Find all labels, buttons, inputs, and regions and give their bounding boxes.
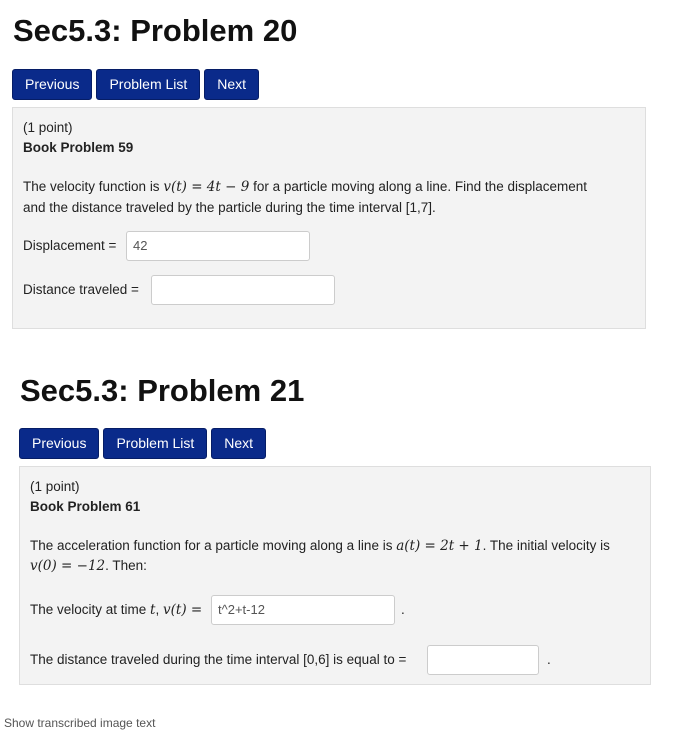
previous-button[interactable]: Previous bbox=[12, 69, 92, 100]
problem-20-title: Sec5.3: Problem 20 bbox=[13, 13, 298, 48]
distance-label: Distance traveled = bbox=[23, 282, 139, 297]
problem-statement-line1 bbox=[23, 179, 587, 195]
problem-21-title: Sec5.3: Problem 21 bbox=[20, 373, 305, 408]
velocity-function-math: v(t) = bbox=[163, 602, 203, 618]
initial-velocity-math: v(0) = −12 bbox=[30, 558, 106, 574]
problem-20-nav bbox=[12, 69, 259, 100]
velocity-suffix: . bbox=[401, 602, 405, 617]
problem-statement-line2: and the distance traveled by the particle during the time interval [1,7]. bbox=[23, 200, 436, 215]
distance-input[interactable] bbox=[151, 275, 335, 305]
problem-list-button[interactable]: Problem List bbox=[96, 69, 200, 100]
problem-statement-line2 bbox=[30, 558, 147, 574]
book-problem-label: Book Problem 61 bbox=[30, 499, 141, 514]
velocity-label bbox=[30, 602, 202, 618]
next-button[interactable]: Next bbox=[204, 69, 259, 100]
problem-statement-line1 bbox=[30, 538, 610, 554]
t-math: t bbox=[150, 602, 156, 618]
statement-text: The velocity function is bbox=[23, 179, 164, 194]
previous-button[interactable]: Previous bbox=[19, 428, 99, 459]
problem-list-button[interactable]: Problem List bbox=[103, 428, 207, 459]
velocity-label-text: , bbox=[155, 602, 163, 617]
acceleration-function-math: a(t) = 2t + 1 bbox=[396, 538, 483, 554]
distance-suffix: . bbox=[547, 652, 551, 667]
velocity-function-math: v(t) = 4t − 9 bbox=[163, 179, 250, 195]
distance-input[interactable] bbox=[427, 645, 539, 675]
show-transcript-link[interactable]: Show transcribed image text bbox=[4, 716, 156, 730]
problem-20-panel bbox=[12, 107, 646, 329]
points-label: (1 point) bbox=[30, 479, 80, 494]
problem-21-nav bbox=[19, 428, 266, 459]
next-button[interactable]: Next bbox=[211, 428, 266, 459]
problem-21-panel bbox=[19, 466, 651, 685]
statement-text: . Then: bbox=[105, 558, 147, 573]
velocity-input[interactable]: t^2+t-12 bbox=[211, 595, 395, 625]
displacement-input[interactable]: 42 bbox=[126, 231, 310, 261]
statement-text: for a particle moving along a line. Find the displacement bbox=[249, 179, 587, 194]
points-label: (1 point) bbox=[23, 120, 73, 135]
book-problem-label: Book Problem 59 bbox=[23, 140, 134, 155]
displacement-label: Displacement = bbox=[23, 238, 117, 253]
distance-label: The distance traveled during the time interval [0,6] is equal to = bbox=[30, 652, 407, 667]
velocity-label-text: The velocity at time bbox=[30, 602, 151, 617]
statement-text: The acceleration function for a particle moving along a line is bbox=[30, 538, 397, 553]
statement-text: . The initial velocity is bbox=[482, 538, 610, 553]
